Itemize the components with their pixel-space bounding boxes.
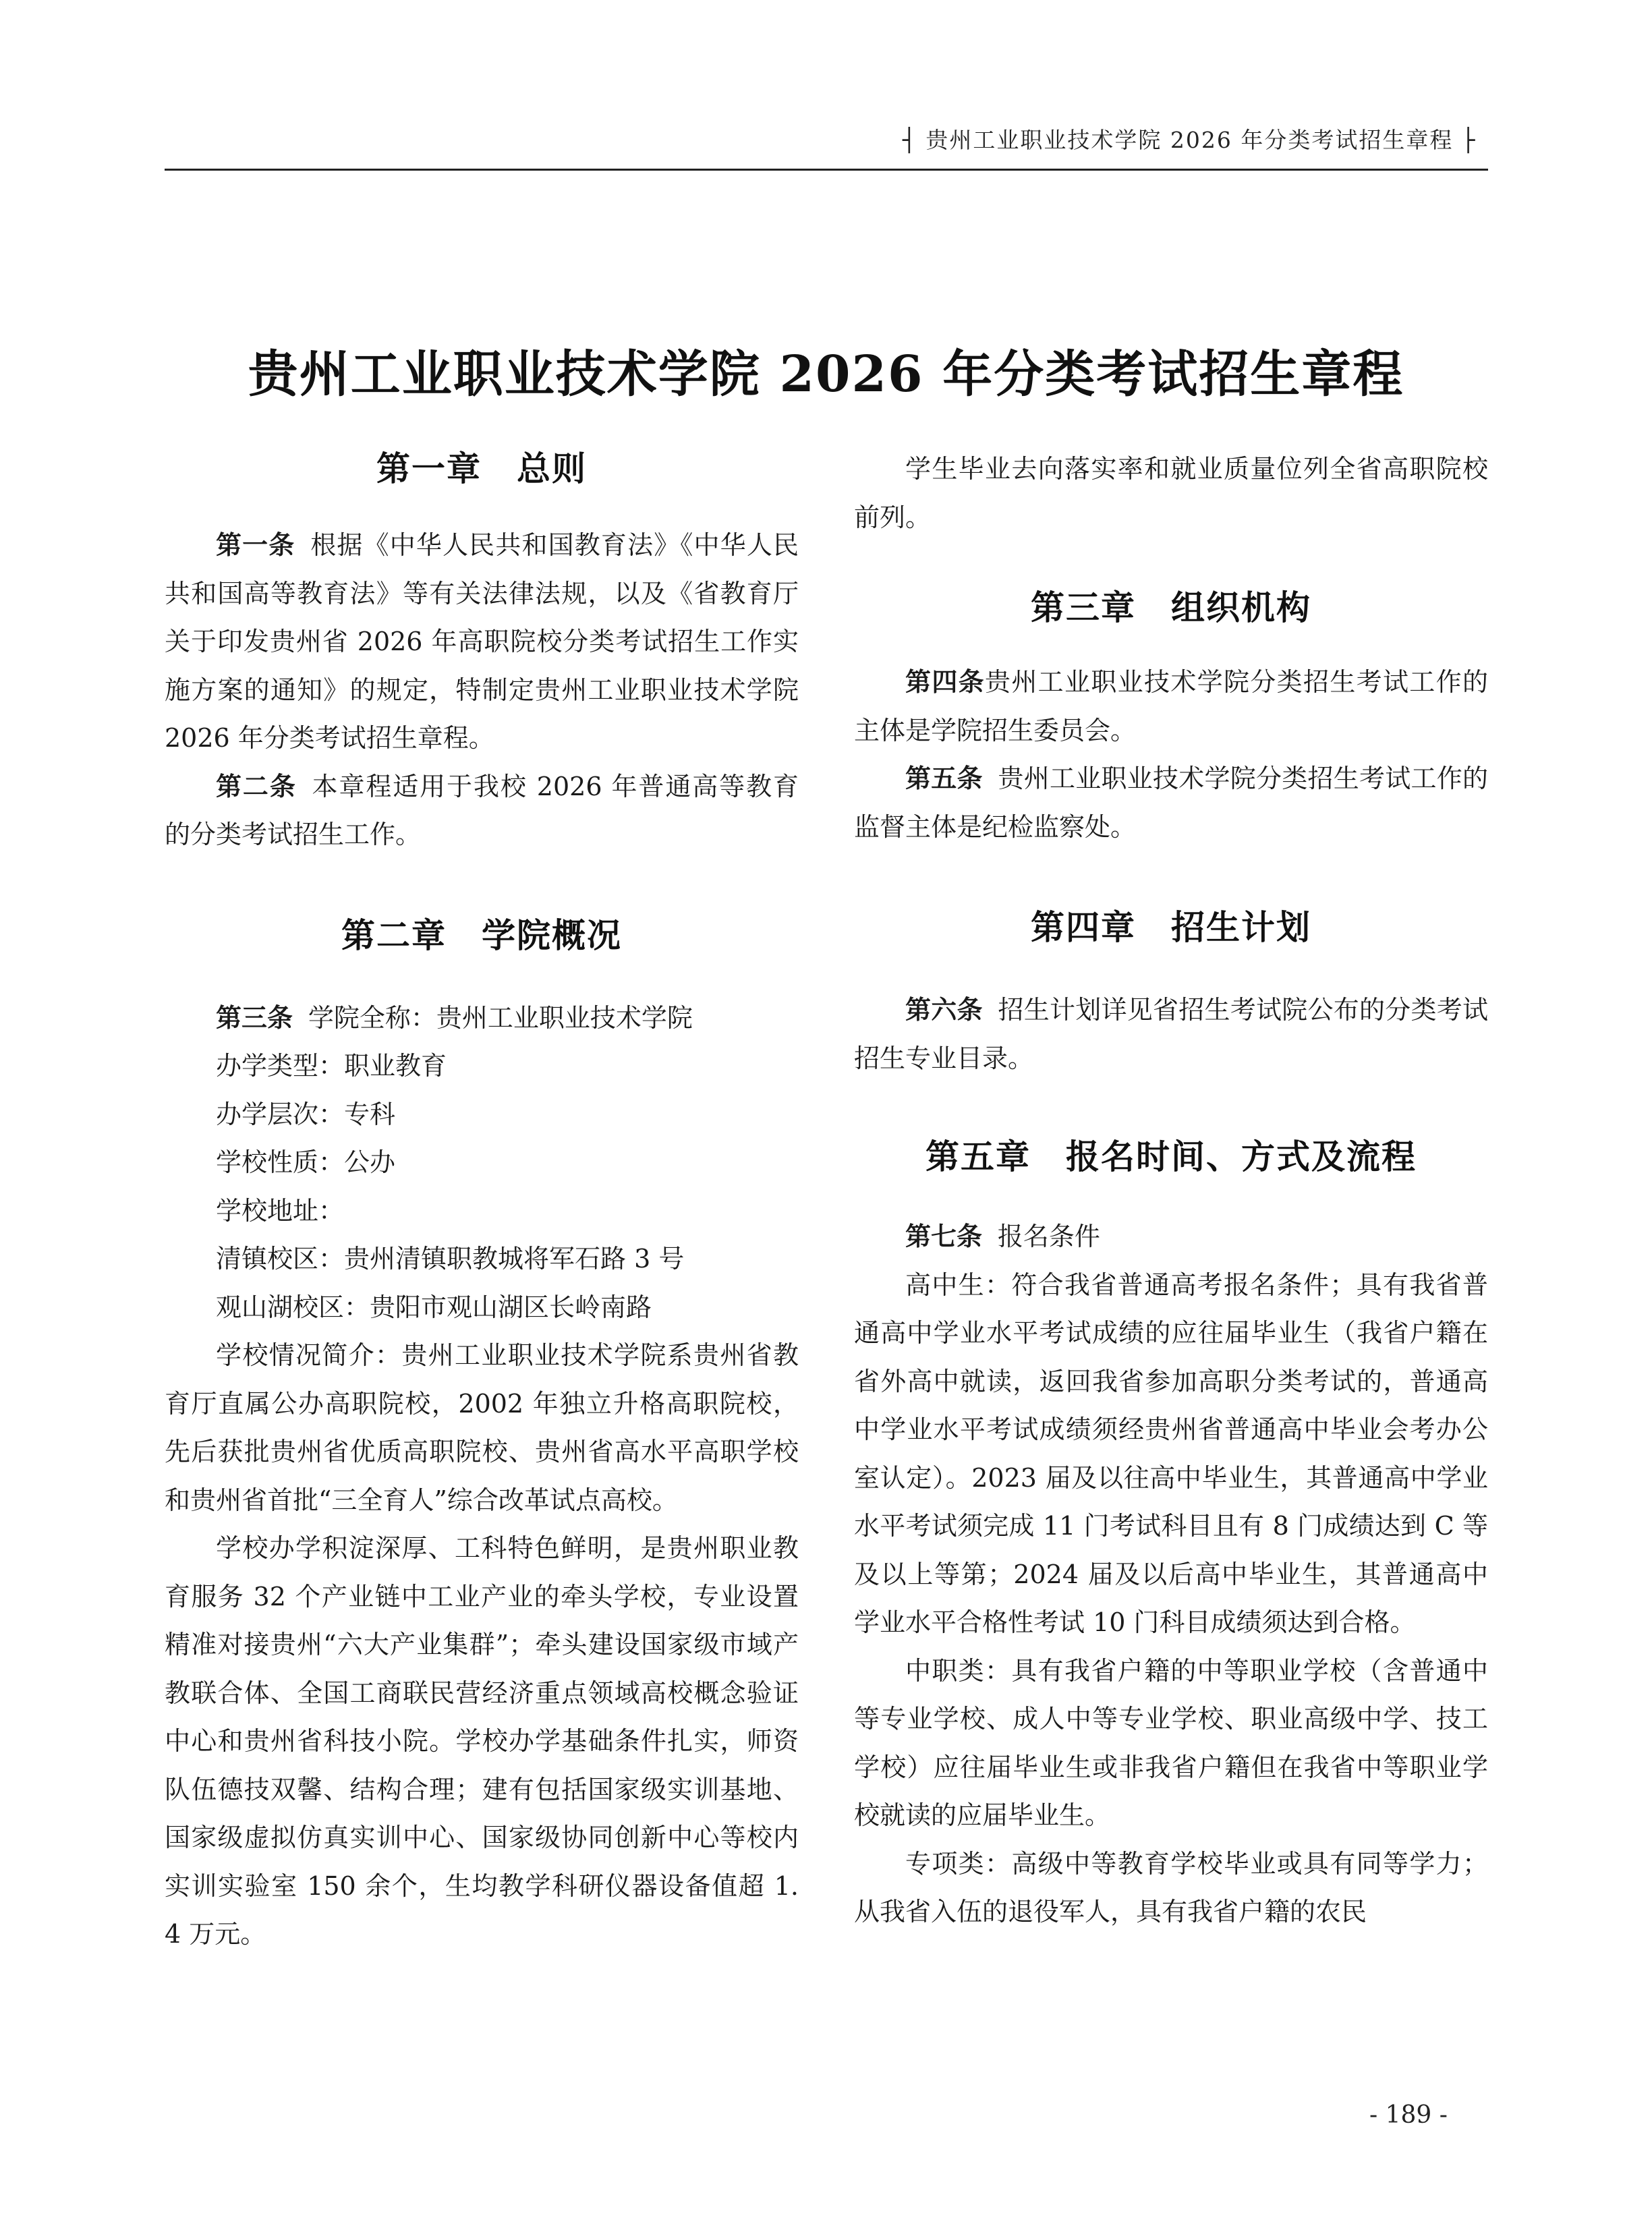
- article-7-label: 第七条: [905, 1222, 983, 1251]
- article-3-text: 学院全称：贵州工业职业技术学院: [308, 1002, 693, 1033]
- chapter-5-heading: 第五章 报名时间、方式及流程: [925, 1137, 1417, 1176]
- article-7-text: 报名条件: [997, 1222, 1100, 1251]
- condition-high-school: 高中生：符合我省普通高考报名条件；具有我省普通高中学业水平考试成绩的应往届毕业生（我省户籍在省外高中就读，返回我省参加高职分类考试的，普通高中学业水平考试成绩须经贵州省普通高中毕业会考办公室认定）。2023 届及以往高中毕业生，其普通高中学业水平考试须完成 11 门考试科目且有 8 门成绩达到 C 等及以上等第；2024 届及以后高中毕业生，其普通高中学业水平合格性考试 10 门科目成绩须达到合格。: [854, 1269, 1488, 1637]
- chapter-3-heading: 第三章 组织机构: [1031, 588, 1311, 627]
- article-4-label: 第四条: [905, 667, 985, 697]
- intro-continuation: 学生毕业去向落实率和就业质量位列全省高职院校前列。: [854, 454, 1488, 532]
- condition-special: 专项类：高级中等教育学校毕业或具有同等学力；从我省入伍的退役军人，具有我省户籍的农民: [854, 1848, 1488, 1927]
- article-3: [165, 994, 799, 1043]
- article-2: [165, 763, 799, 859]
- page-number: - 189 -: [1369, 2101, 1448, 2129]
- article-1-label: 第一条: [216, 530, 295, 560]
- running-header: ┤ 贵州工业职业技术学院 2026 年分类考试招生章程 ├: [903, 127, 1477, 153]
- article-4: [854, 658, 1488, 755]
- header-rule: [165, 169, 1488, 171]
- article-2-label: 第二条: [216, 771, 297, 801]
- article-6-label: 第六条: [905, 995, 983, 1025]
- campus-qingzhen: 清镇校区：贵州清镇职教城将军石路 3 号: [216, 1244, 685, 1274]
- right-column: [854, 445, 1488, 1937]
- article-5-text: 贵州工业职业技术学院分类招生考试工作的监督主体是纪检监察处。: [854, 764, 1488, 842]
- article-6-text: 招生计划详见省招生考试院公布的分类考试招生专业目录。: [854, 995, 1488, 1073]
- chapter-2-heading: 第二章 学院概况: [341, 915, 622, 955]
- campus-guanshanhu: 观山湖校区：贵阳市观山湖区长岭南路: [216, 1292, 652, 1322]
- school-intro-2: 学校办学积淀深厚、工科特色鲜明，是贵州职业教育服务 32 个产业链中工业产业的牵头学校，专业设置精准对接贵州“六大产业集群”；牵头建设国家级市域产教联合体、全国工商联民营经济重点领域高校概念验证中心和贵州省科技小院。学校办学基础条件扎实，师资队伍德技双馨、结构合理；建有包括国家级实训基地、国家级虚拟仿真实训中心、国家级协同创新中心等校内实训实验室 150 余个，生均教学科研仪器设备值超 1. 4 万元。: [165, 1533, 799, 1949]
- article-6: [854, 986, 1488, 1083]
- school-intro-1: 学校情况简介：贵州工业职业技术学院系贵州省教育厅直属公办高职院校，2002 年独立升格高职院校，先后获批贵州省优质高职院校、贵州省高水平高职学校和贵州省首批“三全育人”综合改革试点高校。: [165, 1340, 799, 1515]
- article-2-text: 本章程适用于我校 2026 年普通高等教育的分类考试招生工作。: [165, 771, 799, 849]
- article-7: [854, 1213, 1488, 1261]
- school-nature: 学校性质：公办: [216, 1147, 396, 1177]
- article-4-text: 贵州工业职业技术学院分类招生考试工作的主体是学院招生委员会。: [854, 667, 1488, 745]
- article-1: [165, 521, 799, 763]
- school-level: 办学层次：专科: [216, 1099, 396, 1129]
- article-1-text: 根据《中华人民共和国教育法》《中华人民共和国高等教育法》等有关法律法规，以及《省教育厅关于印发贵州省 2026 年高职院校分类考试招生工作实施方案的通知》的规定，特制定贵州工业职业技术学院 2026 年分类考试招生章程。: [165, 530, 799, 753]
- chapter-1-heading: 第一章 总则: [376, 449, 587, 488]
- article-5-label: 第五条: [905, 764, 983, 793]
- document-title: 贵州工业职业技术学院 2026 年分类考试招生章程: [248, 345, 1404, 403]
- chapter-4-heading: 第四章 招生计划: [1031, 908, 1311, 947]
- article-3-label: 第三条: [216, 1002, 293, 1033]
- left-column: [165, 445, 799, 1959]
- condition-vocational: 中职类：具有我省户籍的中等职业学校（含普通中等专业学校、成人中等专业学校、职业高级中学、技工学校）应往届毕业生或非我省户籍但在我省中等职业学校就读的应届毕业生。: [854, 1655, 1488, 1830]
- school-address: 学校地址：: [216, 1195, 345, 1226]
- school-type: 办学类型：职业教育: [216, 1051, 447, 1081]
- article-5: [854, 755, 1488, 851]
